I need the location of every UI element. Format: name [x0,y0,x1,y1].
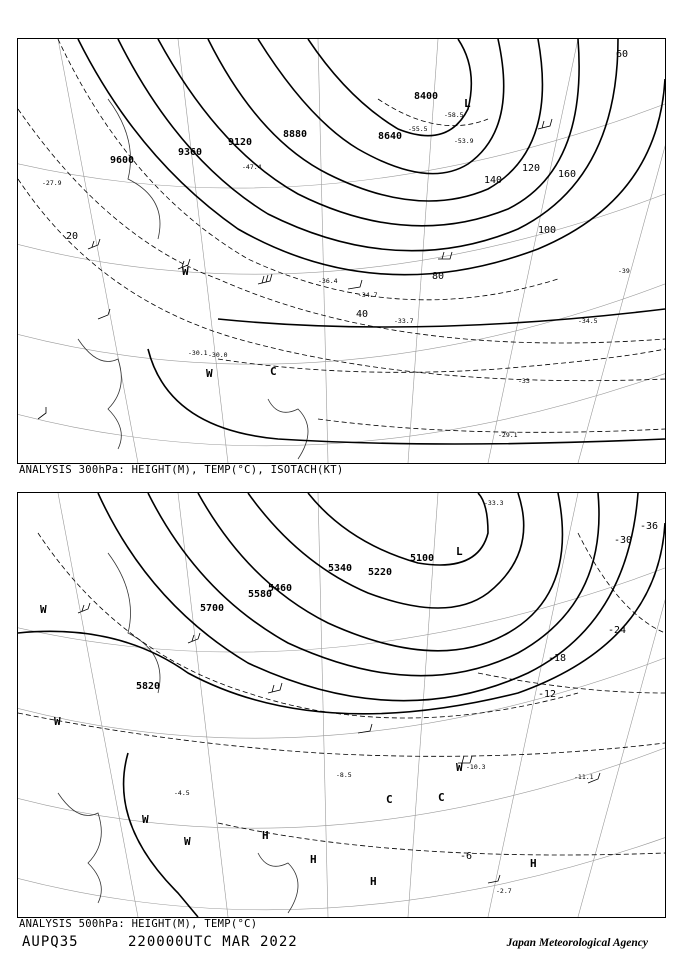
high-center: H [530,857,537,870]
temperature-labels [460,521,658,862]
temperature-label: -33.3 [484,499,504,507]
temperature-label: -11.1 [574,773,594,781]
warm-center: W [206,367,213,380]
cold-center: C [438,791,445,804]
temperature-label: -27.9 [42,179,62,187]
temperature-label: -53.9 [454,137,474,145]
chart-500hpa-map [18,493,665,917]
cold-center: C [270,365,277,378]
height-label: 8400 [414,91,439,102]
temperature-label: -6 [460,851,473,862]
station-temperature-labels [174,499,594,895]
valid-time: 220000UTC MAR 2022 [128,934,298,950]
height-labels [110,91,438,166]
height-label: 5220 [368,567,393,578]
high-center: H [310,853,317,866]
high-center: H [262,829,269,842]
temperature-label: -4.5 [174,789,190,797]
height-label: 5580 [248,589,273,600]
wind-barbs [78,603,600,883]
agency-name: Japan Meteorological Agency [506,937,648,949]
warm-center: W [456,761,463,774]
isotach-label: 100 [538,225,557,236]
height-label: 8640 [378,131,403,142]
temperature-label: -30 [614,535,633,546]
warm-center: W [40,603,47,616]
temperature-label: -12 [538,689,557,700]
temperature-label: -36.4 [318,277,338,285]
temperature-label: -34.7 [358,291,378,299]
coastline [58,553,298,913]
temperature-label: -10.3 [466,763,486,771]
low-center: L [464,97,471,110]
dashed-isolines [18,39,665,432]
chart-500hpa [17,492,666,918]
temperature-label: -39 [618,267,630,275]
temperature-label: -8.5 [336,771,352,779]
height-contours [78,39,665,444]
high-center: H [370,875,377,888]
temperature-label: -55.5 [408,125,428,133]
warm-center: W [54,715,61,728]
temperature-label: -33.7 [394,317,414,325]
low-center: L [456,545,463,558]
chart-500hpa-caption: ANALYSIS 500hPa: HEIGHT(M), TEMP(°C) [19,918,258,930]
isotach-label: 140 [484,175,503,186]
temperature-label: -58.5 [444,111,464,119]
height-label: 5820 [136,681,161,692]
height-label: 5700 [200,603,225,614]
height-label: 9360 [178,147,203,158]
isotach-label: 160 [558,169,577,180]
pressure-centers [40,545,537,888]
graticule [18,493,665,917]
height-contours [18,493,665,917]
height-label: 5100 [410,553,435,564]
isotach-label: 20 [66,231,79,242]
height-label: 9600 [110,155,135,166]
temperature-label: -29.1 [498,431,518,439]
isotach-label: 40 [356,309,369,320]
temperature-label: -30.0 [208,351,228,359]
pressure-centers [182,97,471,380]
isotach-label: 120 [522,163,541,174]
temperature-label: -18 [548,653,567,664]
isotach-label: 60 [616,49,629,60]
height-labels [136,553,434,692]
temperature-label: -24 [608,625,627,636]
chart-300hpa-caption: ANALYSIS 300hPa: HEIGHT(M), TEMP(°C), ISOTACH(KT) [19,464,344,476]
height-label: 9120 [228,137,253,148]
warm-center: W [182,265,189,278]
temperature-label: -34.5 [578,317,598,325]
cold-center: C [386,793,393,806]
height-label: 5340 [328,563,353,574]
chart-300hpa [17,38,666,464]
temperature-label: -2.7 [496,887,512,895]
warm-center: W [142,813,149,826]
temperature-label: -47.4 [242,163,262,171]
temperature-label: -36 [640,521,659,532]
temperature-label: -33 [518,377,530,385]
height-label: 8880 [283,129,308,140]
warm-center: W [184,835,191,848]
temperature-label: -30.1 [188,349,208,357]
product-code: AUPQ35 [22,934,79,950]
chart-300hpa-map [18,39,665,463]
isotach-label: 80 [432,271,445,282]
height-label: 5460 [268,583,293,594]
